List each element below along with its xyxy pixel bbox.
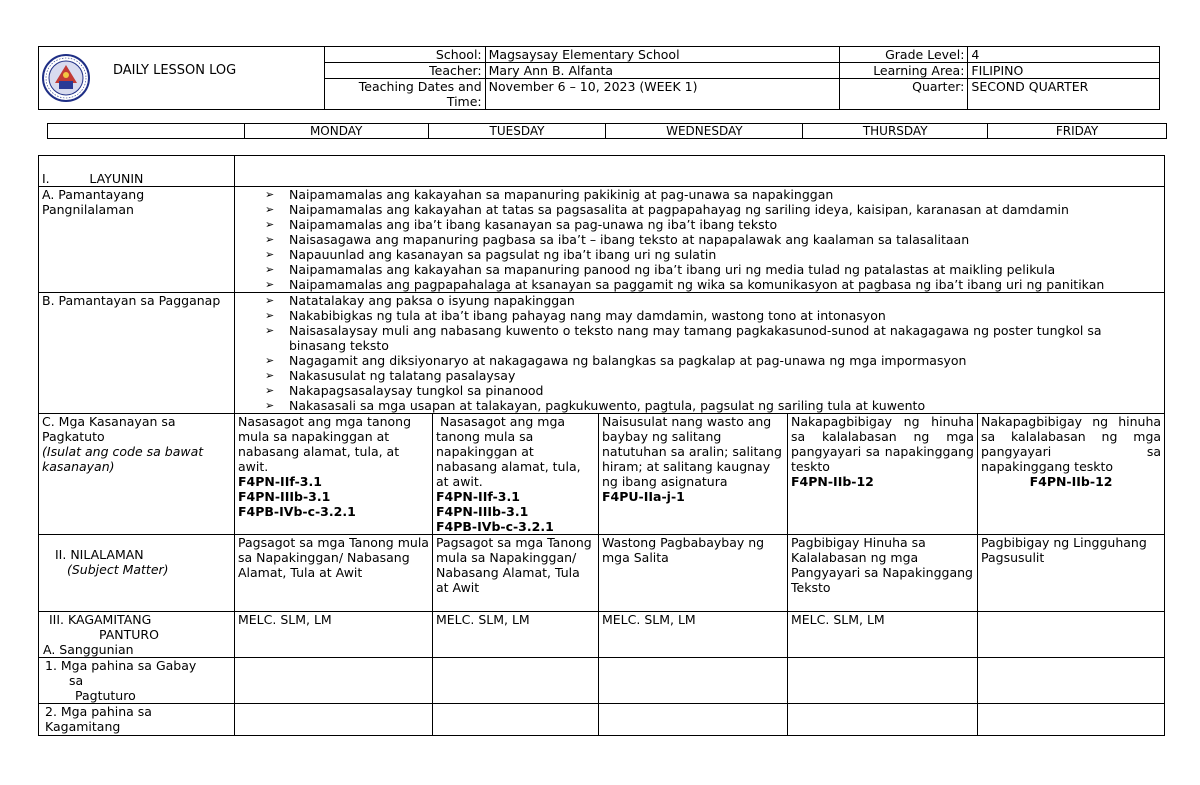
- weekday-blank: [48, 124, 245, 139]
- competency-code: F4PN-IIf-3.1: [238, 474, 322, 489]
- weekday-thursday: THURSDAY: [803, 124, 988, 139]
- kagamitang-monday: MELC. SLM, LM: [235, 612, 433, 658]
- lesson-log-table: [38, 155, 1165, 736]
- weekday-friday: FRIDAY: [988, 124, 1167, 139]
- list-item: [265, 383, 1161, 398]
- competency-code: F4PN-IIf-3.1: [436, 489, 520, 504]
- teacher-label: Teacher:: [325, 63, 486, 79]
- weekday-wednesday: WEDNESDAY: [606, 124, 803, 139]
- list-item-text: Nakapagsasalaysay tungkol sa pinanood: [289, 383, 544, 398]
- panturo-label: PANTURO: [99, 627, 159, 642]
- kasanayan-friday-text: Nakapagbibigay ng hinuha sa kalalabasan ng mga pangyayari sa napakinggang teskto: [981, 414, 1162, 474]
- list-item: [265, 398, 1161, 413]
- list-item: [265, 217, 1161, 232]
- list-item: [265, 232, 1161, 247]
- grade-value: 4: [968, 47, 1160, 63]
- school-label: School:: [325, 47, 486, 63]
- layunin-blank: [235, 156, 1165, 187]
- kasanayan-tuesday: [433, 414, 599, 535]
- list-item: [265, 202, 1161, 217]
- kagamitang-pahina-tuesday: [433, 704, 599, 736]
- dates-value: November 6 – 10, 2023 (WEEK 1): [485, 79, 839, 110]
- gabay-friday: [978, 658, 1165, 704]
- list-item: [265, 368, 1161, 383]
- list-item: [265, 353, 1161, 368]
- list-item-text: Natatalakay ang paksa o isyung napakinggan: [289, 293, 575, 308]
- competency-code: F4PN-IIb-12: [791, 474, 874, 489]
- pamantayan-pagganap-list-cell: [235, 293, 1165, 414]
- nilalaman-wednesday: Wastong Pagbabaybay ng mga Salita: [599, 535, 788, 612]
- gabay-thursday: [788, 658, 978, 704]
- list-item: [265, 277, 1161, 292]
- arrow-bullet-icon: ➢: [265, 369, 275, 382]
- kagamitang-pahina-label: 2. Mga pahina sa: [45, 704, 152, 719]
- weekday-monday: MONDAY: [244, 124, 428, 139]
- list-item-text: Naipamamalas ang pagpapahalaga at ksanayan sa paggamit ng wika sa komunikasyon at pagbasa ng iba’t ibang uri ng panitikan: [289, 277, 1105, 292]
- arrow-bullet-icon: ➢: [265, 233, 275, 246]
- arrow-bullet-icon: ➢: [265, 263, 275, 276]
- list-item: [265, 187, 1161, 202]
- competency-code: F4PU-IIa-j-1: [602, 489, 685, 504]
- kagamitang-label: III. KAGAMITANG: [49, 612, 152, 627]
- nilalaman-label: II. NILALAMAN: [55, 547, 144, 562]
- dates-label: Teaching Dates and Time:: [325, 79, 486, 110]
- kasanayan-friday: [978, 414, 1165, 535]
- kasanayan-monday: [235, 414, 433, 535]
- competency-code: F4PB-IVb-c-3.2.1: [436, 519, 554, 534]
- kagamitang-label-cell: [39, 612, 235, 658]
- list-item-text: Naisasagawa ang mapanuring pagbasa sa iba’t – ibang teksto at napapalawak ang kaalaman sa talasalitaan: [289, 232, 970, 247]
- weekday-tuesday: TUESDAY: [428, 124, 606, 139]
- list-item: [265, 293, 1161, 308]
- grade-label: Grade Level:: [839, 47, 968, 63]
- list-item-text: Naipamamalas ang kakayahan sa mapanuring panood ng iba’t ibang uri ng media tulad ng patalastas at maikling pelikula: [289, 262, 1056, 277]
- gabay-monday: [235, 658, 433, 704]
- list-item: [265, 247, 1161, 262]
- log-title: DAILY LESSON LOG: [113, 63, 237, 78]
- competency-code: F4PN-IIb-12: [1029, 474, 1113, 489]
- gabay-tuesday: [433, 658, 599, 704]
- pamantayang-pangnilalaman-list-cell: [235, 187, 1165, 293]
- arrow-bullet-icon: ➢: [265, 248, 275, 261]
- pamantayang-pangnilalaman-label: A. Pamantayang Pangnilalaman: [39, 187, 235, 293]
- layunin-heading: [39, 156, 235, 187]
- nilalaman-label-cell: [39, 535, 235, 612]
- kagamitang-pahina-friday: [978, 704, 1165, 736]
- kasanayan-label-cell: [39, 414, 235, 535]
- layunin-text: I. LAYUNIN: [42, 171, 144, 186]
- pangnilalaman-list: [238, 187, 1161, 292]
- competency-code: F4PB-IVb-c-3.2.1: [238, 504, 356, 519]
- arrow-bullet-icon: ➢: [265, 384, 275, 397]
- arrow-bullet-icon: ➢: [265, 399, 275, 412]
- pagganap-list: [238, 293, 1161, 413]
- quarter-value: SECOND QUARTER: [968, 79, 1160, 110]
- list-item-text: Naisasalaysay muli ang nabasang kuwento o teksto nang may tamang pagkakasunod-sunod at nakagagawa ng poster tungkol sa binasang teksto: [289, 323, 1102, 353]
- arrow-bullet-icon: ➢: [265, 309, 275, 322]
- nilalaman-monday: Pagsagot sa mga Tanong mula sa Napakinggan/ Nabasang Alamat, Tula at Awit: [235, 535, 433, 612]
- kasanayan-wednesday: [599, 414, 788, 535]
- pamantayan-pagganap-label: B. Pamantayan sa Pagganap: [39, 293, 235, 414]
- list-item-text: Napauunlad ang kasanayan sa pagsulat ng iba’t ibang uri ng sulatin: [289, 247, 717, 262]
- list-item-text: Nakabibigkas ng tula at iba’t ibang pahayag nang may damdamin, wastong tono at intonasyon: [289, 308, 886, 323]
- list-item-text: Nagagamit ang diksiyonaryo at nakagagawa ng balangkas sa pagkalap at pag-unawa ng mga impormasyon: [289, 353, 967, 368]
- deped-seal-logo: [41, 53, 91, 103]
- kagamitang-wednesday: MELC. SLM, LM: [599, 612, 788, 658]
- kasanayan-thursday: [788, 414, 978, 535]
- weekday-bar: [47, 123, 1167, 139]
- nilalaman-tuesday: Pagsagot sa mga Tanong mula sa Napakinggan/ Nabasang Alamat, Tula at Awit: [433, 535, 599, 612]
- arrow-bullet-icon: ➢: [265, 218, 275, 231]
- sanggunian-label: A. Sanggunian: [43, 642, 134, 657]
- gabay-label-cell: [39, 658, 235, 704]
- school-value: Magsaysay Elementary School: [485, 47, 839, 63]
- list-item: [265, 262, 1161, 277]
- teacher-value: Mary Ann B. Alfanta: [485, 63, 839, 79]
- kagamitang-friday: [978, 612, 1165, 658]
- kasanayan-tuesday-text: Nasasagot ang mga tanong mula sa napakinggan at nabasang alamat, tula, at awit.: [436, 414, 585, 489]
- kagamitang-pahina-label-2: Kagamitang: [45, 719, 121, 734]
- nilalaman-friday: Pagbibigay ng Lingguhang Pagsusulit: [978, 535, 1165, 612]
- arrow-bullet-icon: ➢: [265, 294, 275, 307]
- kagamitang-pahina-label-cell: [39, 704, 235, 736]
- gabay-label-sa: sa: [69, 673, 84, 688]
- kagamitang-pahina-thursday: [788, 704, 978, 736]
- gabay-label-pagtuturo: Pagtuturo: [75, 688, 136, 703]
- list-item-text: Naipamamalas ang kakayahan at tatas sa pagsasalita at pagpapahayag ng sariling ideya, kaisipan, karanasan at damdamin: [289, 202, 1069, 217]
- kasanayan-monday-text: Nasasagot ang mga tanong mula sa napakinggan at nabasang alamat, tula, at awit.: [238, 414, 412, 474]
- kagamitang-thursday: MELC. SLM, LM: [788, 612, 978, 658]
- arrow-bullet-icon: ➢: [265, 203, 275, 216]
- arrow-bullet-icon: ➢: [265, 354, 275, 367]
- kagamitang-tuesday: MELC. SLM, LM: [433, 612, 599, 658]
- header-logo-cell: [39, 47, 325, 110]
- list-item-text: Naipamamalas ang iba’t ibang kasanayan sa pag-unawa ng iba’t ibang teksto: [289, 217, 778, 232]
- gabay-wednesday: [599, 658, 788, 704]
- kasanayan-wednesday-text: Naisusulat nang wasto ang baybay ng salitang natutuhan sa aralin; salitang hiram; at salitang kaugnay ng ibang asignatura: [602, 414, 782, 489]
- competency-code: F4PN-IIIb-3.1: [436, 504, 529, 519]
- nilalaman-thursday: Pagbibigay Hinuha sa Kalalabasan ng mga Pangyayari sa Napakinggang Teksto: [788, 535, 978, 612]
- area-label: Learning Area:: [839, 63, 968, 79]
- arrow-bullet-icon: ➢: [265, 188, 275, 201]
- quarter-label: Quarter:: [839, 79, 968, 110]
- kasanayan-thursday-text: Nakapagbibigay ng hinuha sa kalalabasan ng mga pangyayari sa napakinggang teskto: [791, 414, 974, 474]
- kasanayan-note: (Isulat ang code sa bawat kasanayan): [42, 444, 204, 474]
- list-item-text: Nakasusulat ng talatang pasalaysay: [289, 368, 516, 383]
- kasanayan-label: C. Mga Kasanayan sa Pagkatuto: [42, 414, 176, 444]
- kagamitang-pahina-wednesday: [599, 704, 788, 736]
- nilalaman-note: (Subject Matter): [67, 562, 169, 577]
- area-value: FILIPINO: [968, 63, 1160, 79]
- kagamitang-pahina-monday: [235, 704, 433, 736]
- list-item-text: Nakasasali sa mga usapan at talakayan, pagkukuwento, pagtula, pagsulat ng sariling tula at kuwento: [289, 398, 926, 413]
- lesson-log-header: [38, 46, 1160, 110]
- arrow-bullet-icon: ➢: [265, 324, 275, 337]
- arrow-bullet-icon: ➢: [265, 278, 275, 291]
- competency-code: F4PN-IIIb-3.1: [238, 489, 331, 504]
- gabay-label: 1. Mga pahina sa Gabay: [45, 658, 197, 673]
- list-item: [265, 308, 1161, 323]
- list-item-text: Naipamamalas ang kakayahan sa mapanuring pakikinig at pag-unawa sa napakinggan: [289, 187, 834, 202]
- list-item: [265, 323, 1161, 353]
